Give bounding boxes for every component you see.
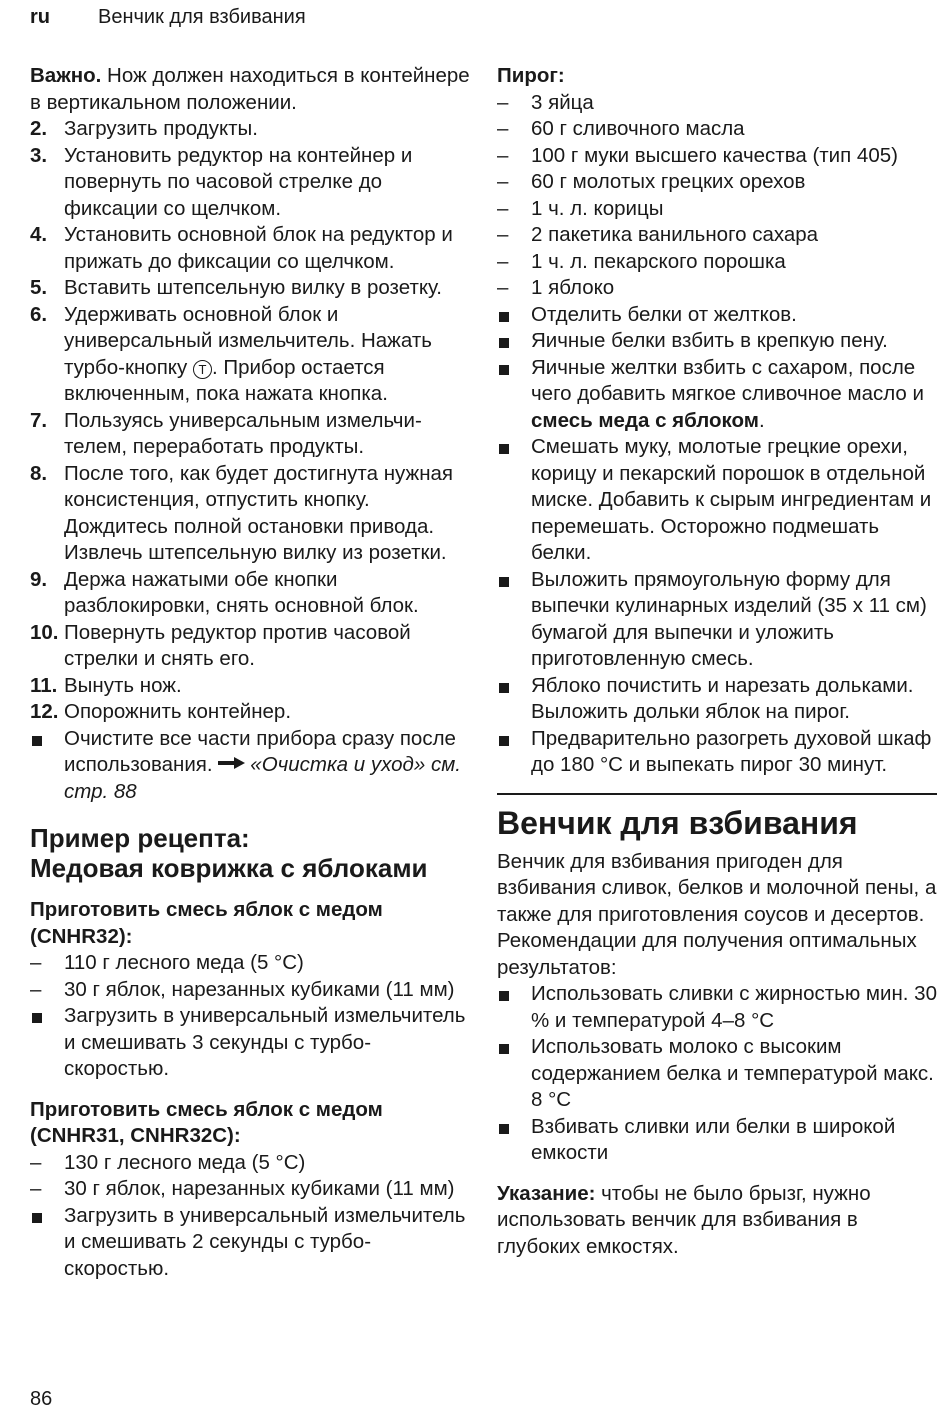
ingredient-item xyxy=(497,169,937,196)
prep-step-text: Загрузить в универсальный измельчитель и смешивать 3 секунды с турбо-скоростью. xyxy=(64,1004,466,1080)
important-text: Нож должен находиться в контейнере в вертикальном положении. xyxy=(30,64,470,114)
pie-step xyxy=(497,302,937,329)
ingredient-text: 130 г лесного меда (5 °C) xyxy=(64,1150,306,1174)
dash-marker: – xyxy=(30,951,42,974)
pie-step xyxy=(497,434,937,567)
whisk-heading: Венчик для взбивания xyxy=(497,804,858,841)
prep2-step xyxy=(30,1203,475,1283)
prep1-title: Приготовить смесь яблок с медом (CNHR32): xyxy=(30,898,383,948)
important-label: Важно. xyxy=(30,64,102,87)
ingredient-text: 100 г муки высшего качества (тип 405) xyxy=(531,143,898,167)
dash-marker: – xyxy=(497,249,509,273)
cleaning-text: Очистите все части прибора сразу после использования. xyxy=(64,726,456,776)
bullet-square-icon xyxy=(499,338,509,348)
step-10 xyxy=(30,620,475,673)
pie-step-text: Смешать муку, молотые грецкие орехи, корицу и пекарский порошок в отдельной миске. Добавить к сырым ингредиентам и перемешать. Осторожно подмешать белки. xyxy=(531,435,932,564)
whisk-tip-text: Использовать сливки с жирностью мин. 30 % и температурой 4–8 °C xyxy=(531,982,937,1032)
step-text: Загрузить продукты. xyxy=(64,117,258,140)
pie-step-text: Отделить белки от желтков. xyxy=(531,302,797,326)
dash-marker: – xyxy=(497,223,509,246)
pie-step-text: Выложить прямоугольную форму для выпечки кулинарных изделий (35 x 11 см) бумагой для выпечки и уложить приготовленную смесь. xyxy=(531,567,927,670)
pie-step xyxy=(497,673,937,726)
page-header xyxy=(30,4,306,30)
ingredient-text: 1 ч. л. корицы xyxy=(531,196,664,220)
step-number: 11. xyxy=(30,673,58,697)
arrow-right-icon xyxy=(218,757,246,769)
step-11 xyxy=(30,673,475,700)
dash-marker: – xyxy=(497,196,509,220)
dash-marker: – xyxy=(30,1150,42,1174)
step-number: 5. xyxy=(30,276,48,299)
step-text: Вставить штепсельную вилку в розетку. xyxy=(64,276,442,299)
step-text: Вынуть нож. xyxy=(64,673,182,697)
step-text: Установить редуктор на контейнер и повернуть по часовой стрелке до фиксации со щелчком. xyxy=(64,143,413,220)
bullet-square-icon xyxy=(499,312,509,322)
ingredient-item xyxy=(497,116,937,143)
bullet-square-icon xyxy=(499,736,509,746)
dash-marker: – xyxy=(497,143,509,167)
ingredient-item xyxy=(30,1176,475,1203)
step-text: После того, как будет достигнута нужная консистенция, отпустить кнопку. Дождитесь полной остановки привода. Извлечь штепсельную вилку из розетки. xyxy=(64,461,454,564)
recipe-heading-line-2: Медовая коврижка с яблоками xyxy=(30,853,428,883)
pie-step-text-end: . xyxy=(758,408,765,432)
bullet-square-icon xyxy=(499,991,509,1001)
whisk-tip-text: Использовать молоко с высоким содержанием белка и температурой макс. 8 °C xyxy=(531,1035,934,1111)
whisk-tip xyxy=(497,981,937,1034)
right-column xyxy=(497,63,937,1260)
pie-step xyxy=(497,328,937,355)
whisk-tip xyxy=(497,1034,937,1114)
pie-step-text: Яблоко почистить и нарезать дольками. Выложить дольки яблок на пирог. xyxy=(531,673,914,723)
step-number: 12. xyxy=(30,700,59,723)
dash-marker: – xyxy=(497,170,509,193)
page-number: 86 xyxy=(30,1388,53,1410)
step-text: Установить основной блок на редуктор и прижать до фиксации со щелчком. xyxy=(64,223,453,273)
pie-step-text: Яичные белки взбить в крепкую пену. xyxy=(531,329,888,352)
step-text-continued: . Прибор остается включенным, пока нажата кнопка. xyxy=(64,355,388,405)
bullet-square-icon xyxy=(499,444,509,454)
ingredient-item xyxy=(497,275,937,302)
step-number: 2. xyxy=(30,117,48,140)
bullet-square-icon xyxy=(499,1044,509,1054)
step-number: 7. xyxy=(30,408,48,432)
dash-marker: – xyxy=(497,117,509,140)
dash-marker: – xyxy=(30,1177,42,1200)
whisk-intro: Венчик для взбивания пригоден для взбивания сливок, белков и молочной пены, а также для приготовления соусов и десертов. Рекомендации для получения оптимальных результатов: xyxy=(497,849,937,979)
dash-marker: – xyxy=(497,276,509,299)
bullet-square-icon xyxy=(32,1213,42,1223)
pie-step-text: Предварительно разогреть духовой шкаф до 180 °C и выпекать пирог 30 минут. xyxy=(531,726,932,776)
cleaning-note xyxy=(30,726,475,806)
pie-title-text: Пирог: xyxy=(497,64,565,87)
prep1-step xyxy=(30,1003,475,1083)
ingredient-item xyxy=(497,249,937,276)
recipe-heading xyxy=(30,823,475,883)
step-number: 4. xyxy=(30,223,48,246)
ingredient-item xyxy=(497,196,937,223)
ingredient-text: 1 яблоко xyxy=(531,276,615,299)
ingredient-item xyxy=(497,222,937,249)
ingredient-text: 30 г яблок, нарезанных кубиками (11 мм) xyxy=(64,1177,455,1200)
dash-marker: – xyxy=(30,977,42,1001)
ingredient-text: 60 г сливочного масла xyxy=(531,117,745,140)
step-2 xyxy=(30,116,475,143)
honey-apple-mix-bold: смесь меда с яблоком xyxy=(531,408,759,432)
language-code: ru xyxy=(30,6,50,28)
ingredient-text: 1 ч. л. пекарского порошка xyxy=(531,249,786,273)
prep-step-text: Загрузить в универсальный измельчитель и смешивать 2 секунды с турбо-скоростью. xyxy=(64,1203,466,1280)
bullet-square-icon xyxy=(499,365,509,375)
bullet-square-icon xyxy=(499,577,509,587)
ingredient-item xyxy=(30,950,475,977)
step-3 xyxy=(30,143,475,223)
whisk-tip-text: Взбивать сливки или белки в широкой емкости xyxy=(531,1114,896,1164)
note-text: чтобы не было брызг, нужно использовать венчик для взбивания в глубоких емкостях. xyxy=(497,1181,871,1258)
important-note xyxy=(30,63,475,116)
step-4 xyxy=(30,222,475,275)
section-divider xyxy=(497,793,937,795)
bullet-square-icon xyxy=(32,736,42,746)
ingredient-text: 3 яйца xyxy=(531,90,594,114)
ingredient-text: 60 г молотых грецких орехов xyxy=(531,170,806,193)
pie-step xyxy=(497,726,937,779)
turbo-button-icon: T xyxy=(193,360,212,379)
bullet-square-icon xyxy=(32,1013,42,1023)
step-number: 3. xyxy=(30,143,48,167)
step-text: Держа нажатыми обе кнопки разблокировки, снять основной блок. xyxy=(64,567,419,617)
bullet-square-icon xyxy=(499,1124,509,1134)
pie-step xyxy=(497,567,937,673)
prep2-title: Приготовить смесь яблок с медом (CNHR31, CNHR32C): xyxy=(30,1097,383,1147)
ingredient-item xyxy=(497,90,937,117)
whisk-note xyxy=(497,1181,937,1261)
bullet-square-icon xyxy=(499,683,509,693)
step-12 xyxy=(30,699,475,726)
ingredient-item xyxy=(30,1150,475,1177)
step-5 xyxy=(30,275,475,302)
ingredient-text: 110 г лесного меда (5 °C) xyxy=(64,951,304,974)
step-number: 8. xyxy=(30,461,48,485)
pie-step-text: Яичные желтки взбить с сахаром, после чего добавить мягкое сливочное масло и xyxy=(531,355,924,405)
dash-marker: – xyxy=(497,90,509,114)
step-number: 10. xyxy=(30,620,59,644)
ingredient-text: 2 пакетика ванильного сахара xyxy=(531,223,819,246)
pie-step xyxy=(497,355,937,435)
whisk-tip xyxy=(497,1114,937,1167)
step-text: Пользуясь универсальным измельчителем, переработать продукты. xyxy=(64,408,422,458)
step-number: 9. xyxy=(30,567,48,591)
pie-title xyxy=(497,63,937,90)
step-8 xyxy=(30,461,475,567)
cleaning-reference: «Очистка и уход» см. стр. 88 xyxy=(64,753,461,803)
step-text: Удерживать основной блок и универсальный измельчитель. Нажать турбо-кнопку xyxy=(64,302,432,379)
ingredient-text: 30 г яблок, нарезанных кубиками (11 мм) xyxy=(64,977,455,1001)
step-text: Повернуть редуктор против часовой стрелки и снять его. xyxy=(64,620,411,670)
left-column xyxy=(30,63,475,1282)
ingredient-item xyxy=(497,143,937,170)
step-text: Опорожнить контейнер. xyxy=(64,700,292,723)
ingredient-item xyxy=(30,977,475,1004)
recipe-heading-line-1: Пример рецепта: xyxy=(30,823,250,853)
note-label: Указание: xyxy=(497,1181,596,1205)
step-number: 6. xyxy=(30,302,48,326)
step-9 xyxy=(30,567,475,620)
header-title: Венчик для взбивания xyxy=(98,6,306,28)
step-6 xyxy=(30,302,475,408)
step-7 xyxy=(30,408,475,461)
